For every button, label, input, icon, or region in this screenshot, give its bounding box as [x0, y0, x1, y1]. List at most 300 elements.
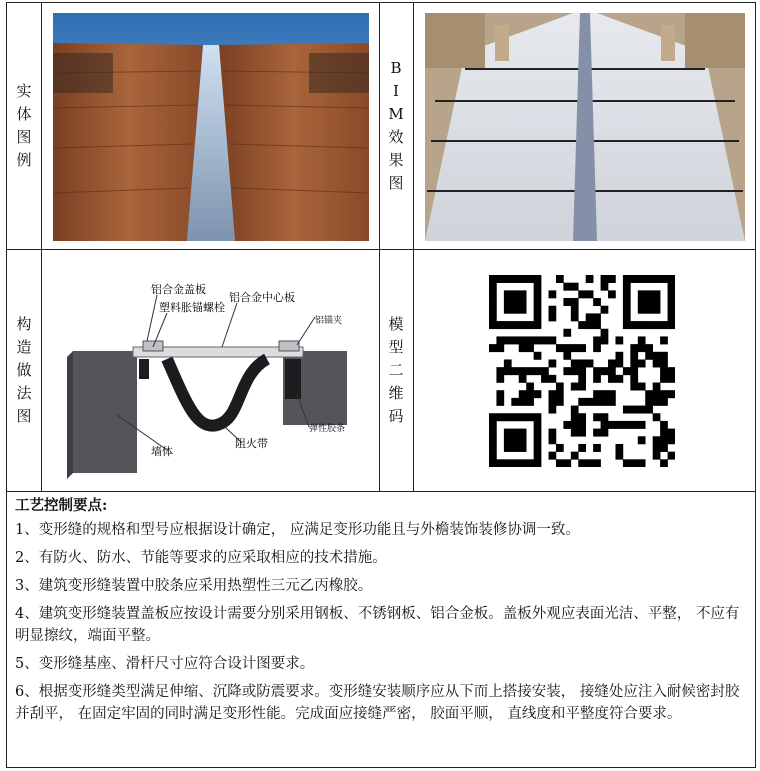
- qr-module: [601, 336, 609, 344]
- qr-module: [511, 290, 519, 298]
- qr-module: [645, 290, 653, 298]
- qr-module: [668, 298, 675, 306]
- photo-bim-effect: [425, 13, 745, 241]
- qr-module: [630, 375, 638, 383]
- qr-module: [534, 459, 542, 467]
- qr-module: [668, 375, 675, 383]
- qr-module: [496, 344, 504, 352]
- qr-module: [571, 313, 579, 321]
- label-photo-example: 实 体 图 例: [16, 82, 32, 169]
- qr-module: [593, 413, 601, 421]
- qr-module: [556, 398, 564, 406]
- qr-module: [601, 421, 609, 429]
- qr-module: [489, 452, 497, 460]
- qr-module: [668, 367, 675, 375]
- qr-module: [578, 375, 586, 383]
- qr-module: [549, 290, 557, 298]
- qr-module: [511, 444, 519, 452]
- qr-module: [653, 352, 661, 360]
- qr-module: [586, 275, 594, 283]
- qr-module: [541, 367, 549, 375]
- svg-text:塑料胀锚螺栓: 塑料胀锚螺栓: [159, 301, 225, 314]
- model-qr-code[interactable]: [489, 275, 675, 467]
- qr-module: [519, 436, 527, 444]
- qr-module: [563, 459, 571, 467]
- qr-module: [578, 383, 586, 391]
- svg-text:铝合金盖板: 铝合金盖板: [151, 283, 206, 296]
- qr-module: [526, 321, 534, 329]
- qr-module: [519, 390, 527, 398]
- qr-module: [511, 367, 519, 375]
- qr-module: [630, 344, 638, 352]
- qr-module: [511, 413, 519, 421]
- qr-module: [586, 313, 594, 321]
- qr-module: [511, 429, 519, 437]
- qr-module: [571, 421, 579, 429]
- qr-module: [630, 352, 638, 360]
- qr-module: [638, 306, 646, 314]
- qr-module: [519, 375, 527, 383]
- qr-module: [608, 390, 616, 398]
- qr-module: [630, 321, 638, 329]
- qr-module: [556, 390, 564, 398]
- qr-module: [571, 283, 579, 291]
- qr-module: [660, 367, 668, 375]
- qr-module: [578, 421, 586, 429]
- qr-module: [615, 444, 623, 452]
- qr-module: [563, 283, 571, 291]
- qr-module: [630, 275, 638, 283]
- qr-module: [638, 359, 646, 367]
- photo-real-example: [53, 13, 369, 241]
- qr-module: [504, 459, 512, 467]
- qr-module: [578, 444, 586, 452]
- construction-diagram: [47, 255, 375, 487]
- note-item: 2、有防火、防水、节能等要求的应采取相应的技术措施。: [15, 550, 387, 566]
- qr-module: [519, 398, 527, 406]
- qr-module: [608, 398, 616, 406]
- qr-module: [623, 406, 631, 414]
- qr-module: [534, 436, 542, 444]
- qr-module: [549, 406, 557, 414]
- qr-module: [638, 436, 646, 444]
- qr-module: [534, 444, 542, 452]
- spec-table: [6, 2, 756, 768]
- qr-module: [623, 290, 631, 298]
- qr-module: [608, 367, 616, 375]
- qr-module: [653, 298, 661, 306]
- qr-module: [526, 459, 534, 467]
- qr-module: [519, 290, 527, 298]
- qr-module: [504, 275, 512, 283]
- qr-module: [601, 429, 609, 437]
- qr-module: [519, 321, 527, 329]
- qr-module: [578, 321, 586, 329]
- qr-module: [556, 275, 564, 283]
- qr-module: [601, 283, 609, 291]
- qr-module: [653, 398, 661, 406]
- qr-module: [489, 283, 497, 291]
- qr-module: [489, 429, 497, 437]
- qr-module: [601, 329, 609, 337]
- qr-module: [549, 359, 557, 367]
- qr-module: [534, 421, 542, 429]
- qr-module: [645, 390, 653, 398]
- qr-module: [623, 321, 631, 329]
- qr-module: [571, 359, 579, 367]
- qr-module: [571, 367, 579, 375]
- qr-module: [645, 275, 653, 283]
- qr-module: [668, 429, 675, 437]
- qr-module: [519, 367, 527, 375]
- qr-module: [630, 383, 638, 391]
- qr-module: [511, 436, 519, 444]
- qr-module: [630, 406, 638, 414]
- qr-module: [593, 444, 601, 452]
- qr-module: [630, 421, 638, 429]
- qr-module: [601, 390, 609, 398]
- qr-module: [534, 290, 542, 298]
- qr-module: [668, 275, 675, 283]
- qr-module: [668, 283, 675, 291]
- qr-module: [660, 359, 668, 367]
- qr-module: [593, 375, 601, 383]
- qr-module: [563, 344, 571, 352]
- qr-module: [653, 436, 661, 444]
- qr-module: [653, 444, 661, 452]
- qr-module: [608, 359, 616, 367]
- qr-module: [534, 390, 542, 398]
- qr-module: [534, 413, 542, 421]
- note-item: 5、变形缝基座、滑杆尺寸应符合设计图要求。: [15, 656, 315, 672]
- qr-module: [653, 390, 661, 398]
- qr-module: [489, 413, 497, 421]
- qr-module: [571, 413, 579, 421]
- qr-module: [519, 306, 527, 314]
- qr-module: [526, 398, 534, 406]
- qr-module: [615, 452, 623, 460]
- qr-module: [660, 398, 668, 406]
- note-item: 3、建筑变形缝装置中胶条应采用热塑性三元乙丙橡胶。: [15, 578, 373, 594]
- qr-module: [504, 336, 512, 344]
- note-item: 4、建筑变形缝装置盖板应按设计需要分别采用钢板、不锈钢板、铝合金板。盖板外观应表面光洁、平整， 不应有明显擦纹，端面平整。: [15, 606, 740, 644]
- qr-module: [526, 367, 534, 375]
- qr-module: [578, 398, 586, 406]
- qr-module: [638, 290, 646, 298]
- qr-module: [534, 298, 542, 306]
- qr-module: [526, 344, 534, 352]
- qr-module: [623, 367, 631, 375]
- qr-module: [638, 421, 646, 429]
- qr-module: [608, 275, 616, 283]
- col-divider: [41, 3, 42, 491]
- qr-module: [660, 444, 668, 452]
- qr-module: [504, 367, 512, 375]
- qr-module: [668, 290, 675, 298]
- qr-module: [593, 336, 601, 344]
- qr-module: [578, 344, 586, 352]
- qr-module: [660, 321, 668, 329]
- qr-module: [504, 359, 512, 367]
- qr-module: [541, 375, 549, 383]
- qr-module: [578, 367, 586, 375]
- svg-text:弹性胶条: 弹性胶条: [309, 424, 346, 434]
- qr-module: [601, 306, 609, 314]
- qr-module: [489, 444, 497, 452]
- qr-module: [549, 390, 557, 398]
- qr-module: [638, 336, 646, 344]
- qr-module: [556, 444, 564, 452]
- label-model-qr: 模 型 二 维 码: [388, 314, 404, 425]
- qr-module: [549, 375, 557, 383]
- qr-module: [496, 375, 504, 383]
- qr-module: [623, 275, 631, 283]
- qr-module: [571, 298, 579, 306]
- qr-module: [601, 275, 609, 283]
- qr-module: [549, 336, 557, 344]
- qr-module: [526, 275, 534, 283]
- qr-module: [653, 359, 661, 367]
- qr-module: [638, 383, 646, 391]
- svg-text:墙体: 墙体: [151, 445, 173, 458]
- qr-module: [504, 413, 512, 421]
- qr-module: [489, 344, 497, 352]
- qr-module: [541, 336, 549, 344]
- qr-module: [534, 306, 542, 314]
- qr-module: [653, 306, 661, 314]
- qr-module: [549, 429, 557, 437]
- qr-module: [489, 313, 497, 321]
- qr-module: [578, 459, 586, 467]
- qr-module: [601, 398, 609, 406]
- qr-module: [623, 313, 631, 321]
- qr-module: [571, 383, 579, 391]
- col-divider: [413, 3, 414, 491]
- qr-module: [489, 275, 497, 283]
- qr-module: [519, 429, 527, 437]
- qr-module: [534, 336, 542, 344]
- qr-module: [489, 306, 497, 314]
- qr-module: [549, 436, 557, 444]
- qr-module: [668, 306, 675, 314]
- qr-module: [511, 398, 519, 406]
- qr-module: [504, 321, 512, 329]
- qr-module: [615, 352, 623, 360]
- qr-module: [623, 283, 631, 291]
- qr-module: [586, 321, 594, 329]
- qr-module: [653, 383, 661, 391]
- qr-module: [578, 429, 586, 437]
- qr-module: [586, 290, 594, 298]
- qr-module: [638, 344, 646, 352]
- qr-module: [563, 367, 571, 375]
- qr-module: [638, 298, 646, 306]
- qr-module: [660, 459, 668, 467]
- qr-module: [519, 444, 527, 452]
- qr-module: [586, 398, 594, 406]
- qr-module: [556, 344, 564, 352]
- qr-module: [519, 413, 527, 421]
- qr-module: [660, 352, 668, 360]
- qr-module: [608, 290, 616, 298]
- qr-module: [511, 336, 519, 344]
- qr-module: [534, 367, 542, 375]
- qr-module: [526, 336, 534, 344]
- qr-module: [489, 290, 497, 298]
- qr-module: [571, 452, 579, 460]
- qr-module: [534, 313, 542, 321]
- qr-module: [519, 275, 527, 283]
- qr-module: [660, 390, 668, 398]
- qr-module: [571, 306, 579, 314]
- qr-module: [519, 336, 527, 344]
- qr-module: [601, 413, 609, 421]
- qr-module: [593, 367, 601, 375]
- qr-module: [645, 406, 653, 414]
- qr-module: [496, 321, 504, 329]
- qr-module: [519, 298, 527, 306]
- qr-module: [489, 421, 497, 429]
- qr-module: [615, 375, 623, 383]
- qr-module: [615, 359, 623, 367]
- qr-module: [504, 298, 512, 306]
- qr-module: [645, 298, 653, 306]
- qr-module: [511, 459, 519, 467]
- qr-module: [504, 429, 512, 437]
- qr-module: [653, 321, 661, 329]
- qr-module: [556, 383, 564, 391]
- qr-module: [660, 429, 668, 437]
- qr-module: [489, 321, 497, 329]
- qr-module: [660, 336, 668, 344]
- label-bim-effect: B I M 效 果 图: [388, 59, 404, 192]
- qr-module: [660, 421, 668, 429]
- qr-module: [489, 459, 497, 467]
- qr-module: [668, 452, 675, 460]
- qr-module: [489, 436, 497, 444]
- qr-module: [668, 390, 675, 398]
- qr-module: [526, 390, 534, 398]
- qr-module: [623, 298, 631, 306]
- qr-module: [563, 298, 571, 306]
- qr-module: [504, 436, 512, 444]
- qr-module: [586, 359, 594, 367]
- qr-module: [519, 459, 527, 467]
- qr-module: [526, 383, 534, 391]
- qr-module: [593, 398, 601, 406]
- qr-module: [549, 313, 557, 321]
- qr-module: [645, 306, 653, 314]
- qr-module: [668, 321, 675, 329]
- qr-module: [519, 344, 527, 352]
- qr-module: [496, 336, 504, 344]
- qr-module: [571, 429, 579, 437]
- svg-text:铝锚夹: 铝锚夹: [315, 316, 343, 326]
- qr-module: [489, 298, 497, 306]
- qr-module: [593, 390, 601, 398]
- label-construction: 构 造 做 法 图: [16, 314, 32, 425]
- qr-module: [511, 298, 519, 306]
- qr-module: [556, 459, 564, 467]
- qr-module: [563, 352, 571, 360]
- qr-module: [534, 429, 542, 437]
- qr-module: [504, 290, 512, 298]
- row-divider: [7, 491, 755, 492]
- qr-module: [660, 375, 668, 383]
- qr-module: [645, 398, 653, 406]
- qr-module: [623, 306, 631, 314]
- qr-module: [593, 298, 601, 306]
- qr-module: [496, 275, 504, 283]
- qr-module: [623, 421, 631, 429]
- qr-module: [534, 352, 542, 360]
- qr-module: [511, 321, 519, 329]
- qr-module: [496, 390, 504, 398]
- qr-module: [496, 459, 504, 467]
- qr-module: [578, 413, 586, 421]
- note-item: 1、变形缝的规格和型号应根据设计确定， 应满足变形功能且与外檐装饰装修协调一致。: [15, 522, 580, 538]
- qr-module: [593, 344, 601, 352]
- note-item: 6、根据变形缝类型满足伸缩、沉降或防震要求。变形缝安装顺序应从下而上搭接安装， 接缝处应注入耐候密封胶并刮平， 在固定牢固的同时满足变形性能。完成面应接缝严密， 胶面平顺， 直线度和平整度符合要求。: [15, 684, 740, 722]
- qr-module: [668, 436, 675, 444]
- qr-module: [563, 329, 571, 337]
- qr-module: [668, 313, 675, 321]
- qr-module: [653, 275, 661, 283]
- qr-module: [534, 283, 542, 291]
- qr-module: [608, 421, 616, 429]
- qr-module: [549, 398, 557, 406]
- qr-module: [630, 359, 638, 367]
- qr-module: [638, 275, 646, 283]
- qr-module: [593, 429, 601, 437]
- qr-module: [593, 459, 601, 467]
- qr-module: [534, 275, 542, 283]
- qr-module: [593, 313, 601, 321]
- qr-module: [549, 306, 557, 314]
- process-control-notes: [15, 495, 747, 731]
- qr-module: [645, 352, 653, 360]
- qr-module: [578, 290, 586, 298]
- qr-module: [534, 321, 542, 329]
- qr-module: [623, 459, 631, 467]
- svg-text:阻火带: 阻火带: [235, 437, 268, 450]
- qr-module: [630, 367, 638, 375]
- qr-module: [608, 375, 616, 383]
- qr-module: [660, 275, 668, 283]
- qr-module: [563, 421, 571, 429]
- qr-module: [496, 398, 504, 406]
- qr-module: [645, 321, 653, 329]
- qr-module: [593, 321, 601, 329]
- qr-module: [586, 459, 594, 467]
- qr-module: [630, 459, 638, 467]
- svg-text:铝合金中心板: 铝合金中心板: [229, 291, 295, 304]
- qr-module: [504, 444, 512, 452]
- qr-module: [549, 452, 557, 460]
- qr-module: [511, 275, 519, 283]
- qr-module: [653, 413, 661, 421]
- qr-module: [601, 367, 609, 375]
- qr-module: [638, 459, 646, 467]
- qr-module: [653, 452, 661, 460]
- qr-module: [496, 413, 504, 421]
- qr-module: [615, 336, 623, 344]
- qr-module: [496, 367, 504, 375]
- qr-module: [653, 290, 661, 298]
- qr-module: [638, 321, 646, 329]
- qr-module: [504, 306, 512, 314]
- qr-module: [638, 406, 646, 414]
